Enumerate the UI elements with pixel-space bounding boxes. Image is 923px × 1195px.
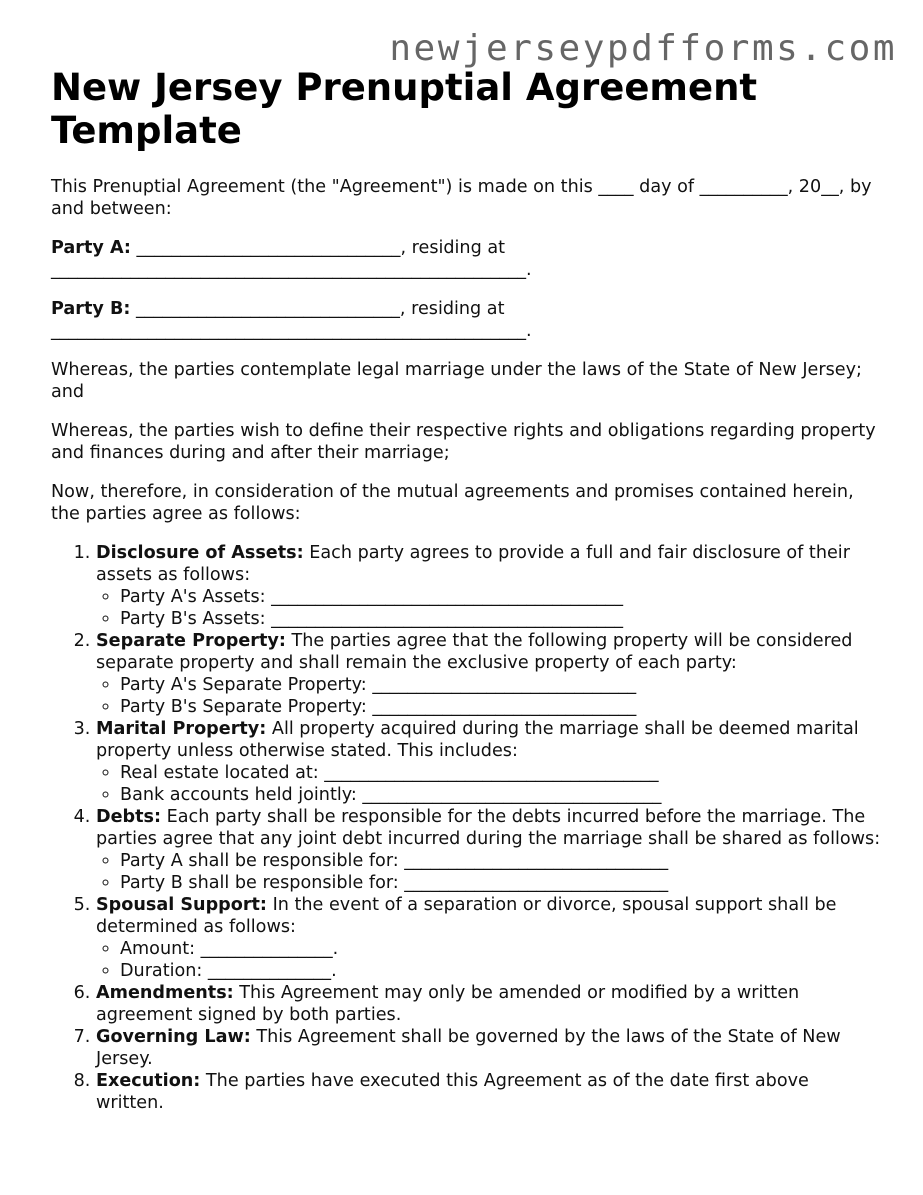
clause-heading: Amendments: xyxy=(96,983,234,1003)
party-a-line xyxy=(51,237,881,281)
clause-heading: Spousal Support: xyxy=(96,895,267,915)
now-therefore-paragraph: Now, therefore, in consideration of the mutual agreements and promises contained herein, the parties agree as follows: xyxy=(51,482,854,524)
party-b-label: Party B: xyxy=(51,299,131,319)
party-a-label: Party A: xyxy=(51,238,131,258)
list-item: ◦ Amount: _______________. xyxy=(120,938,881,960)
clause-separate-property xyxy=(96,630,881,718)
watermark: newjerseypdfforms.com xyxy=(389,28,897,69)
clause-sub-list xyxy=(96,850,881,894)
clause-sub-list xyxy=(96,674,881,718)
clause-text: Each party agrees to provide a full and fair disclosure of their assets as follows: xyxy=(96,543,850,585)
clause-sub-list xyxy=(96,938,881,982)
clause-debts xyxy=(96,806,881,894)
clause-text: In the event of a separation or divorce, spousal support shall be determined as follows: xyxy=(96,895,837,937)
list-item: ◦ Party A's Separate Property: ______________________________ xyxy=(120,674,881,696)
document-body xyxy=(51,176,881,1114)
list-item: ◦ Real estate located at: ______________________________________ xyxy=(120,762,881,784)
clause-text: Each party shall be responsible for the debts incurred before the marriage. The parties agree that any joint debt incurred during the marriage shall be shared as follows: xyxy=(96,807,881,849)
clause-sub-list xyxy=(96,762,881,806)
document-title: New Jersey Prenuptial Agreement Template xyxy=(51,66,758,152)
whereas-paragraph-1: Whereas, the parties contemplate legal marriage under the laws of the State of New Jersey; and xyxy=(51,360,862,402)
clause-text: The parties agree that the following property will be considered separate property and shall remain the exclusive property of each party: xyxy=(96,631,853,673)
clause-sub-list xyxy=(96,586,881,630)
list-item: ◦ Party B's Separate Property: ______________________________ xyxy=(120,696,881,718)
clause-heading: Debts: xyxy=(96,807,162,827)
clause-marital-property xyxy=(96,718,881,806)
whereas-paragraph-2: Whereas, the parties wish to define their respective rights and obligations regarding property and finances during and after their marriage; xyxy=(51,421,876,463)
list-item: ◦ Party A's Assets: ________________________________________ xyxy=(120,586,881,608)
clause-text: All property acquired during the marriage shall be deemed marital property unless otherwise stated. This includes: xyxy=(96,719,859,761)
clause-text: The parties have executed this Agreement as of the date first above written. xyxy=(96,1071,809,1113)
clause-spousal-support xyxy=(96,894,881,982)
party-a-text: ______________________________, residing at ______________________________________________________. xyxy=(51,238,532,280)
clause-governing-law xyxy=(96,1026,881,1070)
clause-heading: Execution: xyxy=(96,1071,201,1091)
clause-heading: Marital Property: xyxy=(96,719,267,739)
clause-heading: Separate Property: xyxy=(96,631,286,651)
clause-execution xyxy=(96,1070,881,1114)
list-item: ◦ Party A shall be responsible for: ______________________________ xyxy=(120,850,881,872)
party-b-text: ______________________________, residing at ______________________________________________________. xyxy=(51,299,532,341)
party-b-line xyxy=(51,298,881,342)
list-item: ◦ Party B's Assets: ________________________________________ xyxy=(120,608,881,630)
list-item: ◦ Party B shall be responsible for: ______________________________ xyxy=(120,872,881,894)
list-item: ◦ Duration: ______________. xyxy=(120,960,881,982)
list-item: ◦ Bank accounts held jointly: __________________________________ xyxy=(120,784,881,806)
clause-disclosure-of-assets xyxy=(96,542,881,630)
intro-paragraph: This Prenuptial Agreement (the "Agreement") is made on this ____ day of __________, 20__, by and between: xyxy=(51,177,872,219)
clause-amendments xyxy=(96,982,881,1026)
clause-heading: Disclosure of Assets: xyxy=(96,543,304,563)
clause-text: This Agreement may only be amended or modified by a written agreement signed by both parties. xyxy=(96,983,800,1025)
clauses-list xyxy=(51,542,881,1114)
clause-heading: Governing Law: xyxy=(96,1027,251,1047)
clause-text: This Agreement shall be governed by the laws of the State of New Jersey. xyxy=(96,1027,841,1069)
